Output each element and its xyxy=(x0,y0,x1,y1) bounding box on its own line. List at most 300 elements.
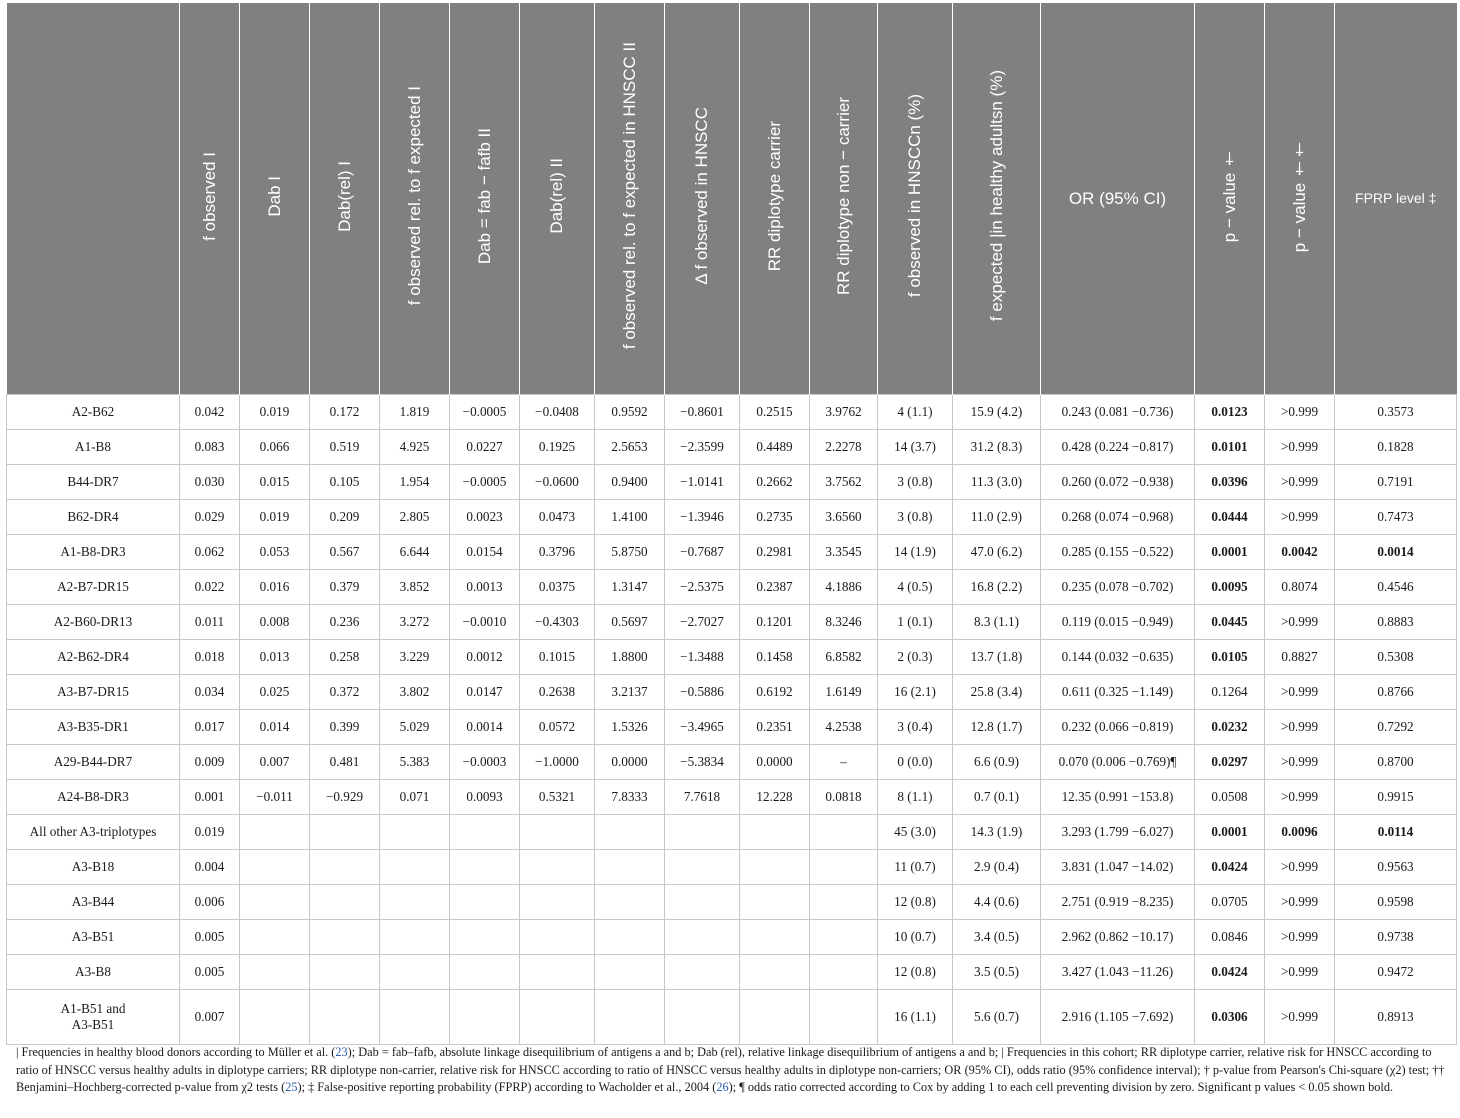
table-cell: 0.0473 xyxy=(520,500,595,535)
table-cell: >0.999 xyxy=(1265,605,1335,640)
table-cell xyxy=(595,990,665,1045)
table-cell: 6.6 (0.9) xyxy=(953,745,1041,780)
table-cell: −0.0003 xyxy=(450,745,520,780)
table-cell: −0.7687 xyxy=(665,535,740,570)
table-row xyxy=(7,395,1457,430)
table-cell xyxy=(450,990,520,1045)
table-row xyxy=(7,430,1457,465)
table-cell: 3.7562 xyxy=(810,465,878,500)
table-cell: 0.172 xyxy=(310,395,380,430)
table-cell: 0.2351 xyxy=(740,710,810,745)
table-cell: 3.5 (0.5) xyxy=(953,955,1041,990)
table-cell: 0.9598 xyxy=(1335,885,1457,920)
table-cell: 5.6 (0.7) xyxy=(953,990,1041,1045)
table-cell: 0.119 (0.015 −0.949) xyxy=(1041,605,1195,640)
row-label: A3-B35-DR1 xyxy=(7,710,180,745)
table-cell: 4.2538 xyxy=(810,710,878,745)
table-cell: >0.999 xyxy=(1265,885,1335,920)
header-cell-label xyxy=(7,3,180,395)
table-cell xyxy=(665,990,740,1045)
table-cell: 0.2981 xyxy=(740,535,810,570)
table-cell: 0.011 xyxy=(180,605,240,640)
table-cell: 31.2 (8.3) xyxy=(953,430,1041,465)
table-cell: 0.083 xyxy=(180,430,240,465)
table-cell: 0.8827 xyxy=(1265,640,1335,675)
table-cell: 0.7473 xyxy=(1335,500,1457,535)
table-cell: 0.1925 xyxy=(520,430,595,465)
header-row xyxy=(7,3,1457,395)
table-cell: 0.053 xyxy=(240,535,310,570)
table-cell: 7.8333 xyxy=(595,780,665,815)
row-label: B62-DR4 xyxy=(7,500,180,535)
table-cell: 0.611 (0.325 −1.149) xyxy=(1041,675,1195,710)
table-cell: 0.0001 xyxy=(1195,815,1265,850)
table-cell: 2.962 (0.862 −10.17) xyxy=(1041,920,1195,955)
table-cell: 0.1201 xyxy=(740,605,810,640)
table-cell: 0.2638 xyxy=(520,675,595,710)
table-cell: 0.0147 xyxy=(450,675,520,710)
header-cell: Dab(rel) II xyxy=(520,3,595,395)
table-cell xyxy=(740,850,810,885)
table-cell: 2.916 (1.105 −7.692) xyxy=(1041,990,1195,1045)
row-label: A2-B62 xyxy=(7,395,180,430)
header-cell: f observed I xyxy=(180,3,240,395)
table-cell: 3.3545 xyxy=(810,535,878,570)
table-cell: 0.066 xyxy=(240,430,310,465)
table-cell: 0.0444 xyxy=(1195,500,1265,535)
table-cell xyxy=(595,955,665,990)
table-cell: 0.0014 xyxy=(1335,535,1457,570)
table-cell: >0.999 xyxy=(1265,990,1335,1045)
table-cell: 0.399 xyxy=(310,710,380,745)
table-cell xyxy=(240,850,310,885)
table-cell: 14.3 (1.9) xyxy=(953,815,1041,850)
table-cell: 0.519 xyxy=(310,430,380,465)
table-cell: 16 (1.1) xyxy=(878,990,953,1045)
table-cell xyxy=(740,990,810,1045)
table-cell: 3.852 xyxy=(380,570,450,605)
table-cell: 0.034 xyxy=(180,675,240,710)
table-cell: −0.0005 xyxy=(450,465,520,500)
table-cell: 45 (3.0) xyxy=(878,815,953,850)
row-label: A3-B51 xyxy=(7,920,180,955)
table-cell: 5.8750 xyxy=(595,535,665,570)
table-cell: 0.209 xyxy=(310,500,380,535)
table-cell: 0.8700 xyxy=(1335,745,1457,780)
table-cell: 0.070 (0.006 −0.769)¶ xyxy=(1041,745,1195,780)
table-cell: −2.3599 xyxy=(665,430,740,465)
table-cell: −0.0600 xyxy=(520,465,595,500)
table-cell: 0.007 xyxy=(240,745,310,780)
table-cell: 4.4 (0.6) xyxy=(953,885,1041,920)
table-cell: 2.5653 xyxy=(595,430,665,465)
table-cell: 4 (0.5) xyxy=(878,570,953,605)
table-cell: 0.014 xyxy=(240,710,310,745)
table-cell xyxy=(520,955,595,990)
table-cell: 11.0 (2.9) xyxy=(953,500,1041,535)
table-cell: 47.0 (6.2) xyxy=(953,535,1041,570)
table-cell: 0.029 xyxy=(180,500,240,535)
table-cell: −1.3946 xyxy=(665,500,740,535)
table-cell: −0.8601 xyxy=(665,395,740,430)
table-cell: 0.8913 xyxy=(1335,990,1457,1045)
table-cell: 12 (0.8) xyxy=(878,955,953,990)
table-cell xyxy=(310,920,380,955)
table-cell: 0.2735 xyxy=(740,500,810,535)
table-cell: >0.999 xyxy=(1265,500,1335,535)
table-cell: >0.999 xyxy=(1265,850,1335,885)
table-cell xyxy=(380,990,450,1045)
row-label: B44-DR7 xyxy=(7,465,180,500)
table-cell: 0.243 (0.081 −0.736) xyxy=(1041,395,1195,430)
table-cell: 3.2137 xyxy=(595,675,665,710)
table-cell: >0.999 xyxy=(1265,920,1335,955)
table-cell: 0.004 xyxy=(180,850,240,885)
table-cell xyxy=(595,815,665,850)
table-row xyxy=(7,710,1457,745)
table-cell xyxy=(380,885,450,920)
table-cell: 0.019 xyxy=(180,815,240,850)
table-cell xyxy=(310,990,380,1045)
table-cell: −0.5886 xyxy=(665,675,740,710)
table-cell: 0.042 xyxy=(180,395,240,430)
table-cell: 13.7 (1.8) xyxy=(953,640,1041,675)
header-cell: p − value † xyxy=(1195,3,1265,395)
table-row xyxy=(7,465,1457,500)
header-cell: RR diplotype non − carrier xyxy=(810,3,878,395)
table-cell: >0.999 xyxy=(1265,710,1335,745)
table-cell: −0.0408 xyxy=(520,395,595,430)
table-cell: 0.2515 xyxy=(740,395,810,430)
table-cell: 15.9 (4.2) xyxy=(953,395,1041,430)
table-cell xyxy=(380,815,450,850)
table-cell: 5.029 xyxy=(380,710,450,745)
table-cell: – xyxy=(810,745,878,780)
table-cell: 0.7 (0.1) xyxy=(953,780,1041,815)
table-cell: 0.017 xyxy=(180,710,240,745)
table-cell xyxy=(665,815,740,850)
table-cell: 4.925 xyxy=(380,430,450,465)
table-cell: 16 (2.1) xyxy=(878,675,953,710)
table-cell xyxy=(240,920,310,955)
table-cell: 0.0012 xyxy=(450,640,520,675)
table-cell: >0.999 xyxy=(1265,465,1335,500)
table-cell: 2.9 (0.4) xyxy=(953,850,1041,885)
header-cell: FPRP level ‡ xyxy=(1335,3,1457,395)
table-cell: −0.0010 xyxy=(450,605,520,640)
header-cell: RR diplotype carrier xyxy=(740,3,810,395)
table-cell xyxy=(450,885,520,920)
table-cell: 0.1015 xyxy=(520,640,595,675)
table-cell: 0.0705 xyxy=(1195,885,1265,920)
table-cell: 8 (1.1) xyxy=(878,780,953,815)
table-cell xyxy=(380,955,450,990)
table-cell: 0.071 xyxy=(380,780,450,815)
table-cell: 1.8800 xyxy=(595,640,665,675)
table-cell xyxy=(810,850,878,885)
table-cell: 14 (1.9) xyxy=(878,535,953,570)
table-row xyxy=(7,570,1457,605)
table-cell: 3.6560 xyxy=(810,500,878,535)
table-cell: −1.0000 xyxy=(520,745,595,780)
table-cell: 0.4546 xyxy=(1335,570,1457,605)
table-cell: 10 (0.7) xyxy=(878,920,953,955)
table-cell: 0.0013 xyxy=(450,570,520,605)
table-cell: 0.030 xyxy=(180,465,240,500)
table-row xyxy=(7,990,1457,1045)
table-cell xyxy=(240,815,310,850)
table-cell: 12.8 (1.7) xyxy=(953,710,1041,745)
table-cell: 0.008 xyxy=(240,605,310,640)
table-row xyxy=(7,640,1457,675)
table-row xyxy=(7,955,1457,990)
table-cell: 0.0042 xyxy=(1265,535,1335,570)
table-cell xyxy=(810,815,878,850)
table-cell: 25.8 (3.4) xyxy=(953,675,1041,710)
table-cell: 0.3573 xyxy=(1335,395,1457,430)
table-cell: 0.0096 xyxy=(1265,815,1335,850)
table-cell: 0.006 xyxy=(180,885,240,920)
table-cell: 3.293 (1.799 −6.027) xyxy=(1041,815,1195,850)
table-cell: 0.9472 xyxy=(1335,955,1457,990)
row-label: A2-B7-DR15 xyxy=(7,570,180,605)
table-cell: 0.260 (0.072 −0.938) xyxy=(1041,465,1195,500)
table-cell: 0.7292 xyxy=(1335,710,1457,745)
table-row xyxy=(7,675,1457,710)
row-label: A2-B60-DR13 xyxy=(7,605,180,640)
table-cell: 0.0424 xyxy=(1195,955,1265,990)
table-cell: 6.644 xyxy=(380,535,450,570)
table-cell: 3.802 xyxy=(380,675,450,710)
table-cell: 0.0154 xyxy=(450,535,520,570)
table-row xyxy=(7,500,1457,535)
table-cell xyxy=(450,815,520,850)
table-cell: 12 (0.8) xyxy=(878,885,953,920)
table-cell xyxy=(665,955,740,990)
table-cell: −1.0141 xyxy=(665,465,740,500)
table-cell: 0.3796 xyxy=(520,535,595,570)
table-cell xyxy=(240,955,310,990)
table-cell: 0.0818 xyxy=(810,780,878,815)
data-table xyxy=(6,3,1457,1045)
table-cell xyxy=(595,885,665,920)
table-cell: 0.0093 xyxy=(450,780,520,815)
header-cell: f observed rel. to f expected I xyxy=(380,3,450,395)
table-cell xyxy=(240,885,310,920)
table-cell: 6.8582 xyxy=(810,640,878,675)
table-cell: 3 (0.4) xyxy=(878,710,953,745)
table-cell: 2.2278 xyxy=(810,430,878,465)
table-cell: 0.025 xyxy=(240,675,310,710)
table-cell: 0.0000 xyxy=(595,745,665,780)
table-cell: 0.1264 xyxy=(1195,675,1265,710)
table-cell xyxy=(450,955,520,990)
table-cell: >0.999 xyxy=(1265,955,1335,990)
table-cell: 0.019 xyxy=(240,395,310,430)
table-cell: 0.236 xyxy=(310,605,380,640)
table-cell: 0.2662 xyxy=(740,465,810,500)
table-cell: 0.428 (0.224 −0.817) xyxy=(1041,430,1195,465)
table-cell xyxy=(810,885,878,920)
table-cell: 8.3 (1.1) xyxy=(953,605,1041,640)
table-cell: 0.001 xyxy=(180,780,240,815)
table-cell: −2.5375 xyxy=(665,570,740,605)
row-label: A3-B7-DR15 xyxy=(7,675,180,710)
table-cell xyxy=(665,885,740,920)
table-cell: 3.272 xyxy=(380,605,450,640)
table-cell xyxy=(810,990,878,1045)
header-cell: p − value †† xyxy=(1265,3,1335,395)
table-cell: 2.751 (0.919 −8.235) xyxy=(1041,885,1195,920)
row-label: A24-B8-DR3 xyxy=(7,780,180,815)
table-cell: −0.011 xyxy=(240,780,310,815)
header-cell: Dab I xyxy=(240,3,310,395)
table-cell: 0.0297 xyxy=(1195,745,1265,780)
header-cell: OR (95% CI) xyxy=(1041,3,1195,395)
table-cell xyxy=(810,920,878,955)
table-cell: 0.6192 xyxy=(740,675,810,710)
header-cell: f expected |in healthy adultsn (%) xyxy=(953,3,1041,395)
table-row xyxy=(7,920,1457,955)
table-cell: 0.0101 xyxy=(1195,430,1265,465)
table-cell xyxy=(240,990,310,1045)
table-cell: 0.5308 xyxy=(1335,640,1457,675)
row-label: A1-B8-DR3 xyxy=(7,535,180,570)
table-cell: 14 (3.7) xyxy=(878,430,953,465)
row-label: A2-B62-DR4 xyxy=(7,640,180,675)
table-cell xyxy=(520,920,595,955)
row-label: A3-B44 xyxy=(7,885,180,920)
table-cell: 0.0508 xyxy=(1195,780,1265,815)
table-cell: 0.062 xyxy=(180,535,240,570)
row-label: A29-B44-DR7 xyxy=(7,745,180,780)
table-cell: 0.9738 xyxy=(1335,920,1457,955)
table-cell: 1 (0.1) xyxy=(878,605,953,640)
table-cell: 0.0572 xyxy=(520,710,595,745)
table-cell xyxy=(520,815,595,850)
table-cell: 0.1458 xyxy=(740,640,810,675)
table-cell: 0.9400 xyxy=(595,465,665,500)
table-cell: 0.105 xyxy=(310,465,380,500)
table-body xyxy=(7,395,1457,1045)
table-cell: 0.372 xyxy=(310,675,380,710)
table-cell: 0.0001 xyxy=(1195,535,1265,570)
table-cell: 0.009 xyxy=(180,745,240,780)
table-cell xyxy=(310,815,380,850)
table-cell: −0.4303 xyxy=(520,605,595,640)
table-cell: 3 (0.8) xyxy=(878,500,953,535)
header-cell: f observed in HNSCCn (%) xyxy=(878,3,953,395)
table-cell: 0.0123 xyxy=(1195,395,1265,430)
table-row xyxy=(7,745,1457,780)
table-cell: 3.229 xyxy=(380,640,450,675)
table-cell: 0.0306 xyxy=(1195,990,1265,1045)
table-cell: −0.929 xyxy=(310,780,380,815)
table-cell: 0.0232 xyxy=(1195,710,1265,745)
table-cell xyxy=(665,920,740,955)
table-cell: 11.3 (3.0) xyxy=(953,465,1041,500)
reference-link[interactable]: 26 xyxy=(716,1080,729,1094)
table-cell: 0.0114 xyxy=(1335,815,1457,850)
header-cell: Dab(rel) I xyxy=(310,3,380,395)
table-cell xyxy=(450,850,520,885)
table-cell: 16.8 (2.2) xyxy=(953,570,1041,605)
table-cell xyxy=(810,955,878,990)
table-cell: 0.0023 xyxy=(450,500,520,535)
table-cell: 3.9762 xyxy=(810,395,878,430)
table-cell: 0.0095 xyxy=(1195,570,1265,605)
reference-link[interactable]: 25 xyxy=(285,1080,298,1094)
table-cell: 0.9915 xyxy=(1335,780,1457,815)
table-cell: 0.258 xyxy=(310,640,380,675)
table-cell: 0.022 xyxy=(180,570,240,605)
table-cell: 0.285 (0.155 −0.522) xyxy=(1041,535,1195,570)
table-row xyxy=(7,780,1457,815)
table-cell: 0.005 xyxy=(180,955,240,990)
table-cell: 0.016 xyxy=(240,570,310,605)
table-cell: 1.4100 xyxy=(595,500,665,535)
table-cell: >0.999 xyxy=(1265,430,1335,465)
table-cell: 2.805 xyxy=(380,500,450,535)
table-cell: −5.3834 xyxy=(665,745,740,780)
table-cell: 0.0396 xyxy=(1195,465,1265,500)
row-label: A1-B8 xyxy=(7,430,180,465)
table-cell: 1.954 xyxy=(380,465,450,500)
table-cell: 3 (0.8) xyxy=(878,465,953,500)
table-cell: 0.013 xyxy=(240,640,310,675)
table-cell: 0.7191 xyxy=(1335,465,1457,500)
table-cell: −2.7027 xyxy=(665,605,740,640)
table-cell: 3.4 (0.5) xyxy=(953,920,1041,955)
table-cell xyxy=(520,885,595,920)
row-label: A3-B18 xyxy=(7,850,180,885)
table-cell: >0.999 xyxy=(1265,745,1335,780)
table-cell: 0.144 (0.032 −0.635) xyxy=(1041,640,1195,675)
row-label: A1-B51 and A3-B51 xyxy=(7,990,180,1045)
table-cell: 0.0105 xyxy=(1195,640,1265,675)
header-cell: Dab = fab − fafb II xyxy=(450,3,520,395)
table-cell: 8.3246 xyxy=(810,605,878,640)
table-cell: 0.0227 xyxy=(450,430,520,465)
table-cell: 0.268 (0.074 −0.968) xyxy=(1041,500,1195,535)
table-cell: 1.6149 xyxy=(810,675,878,710)
table-cell xyxy=(595,850,665,885)
table-cell: 0.2387 xyxy=(740,570,810,605)
table-cell: 0.9563 xyxy=(1335,850,1457,885)
reference-link[interactable]: 23 xyxy=(335,1045,348,1059)
table-cell: −0.0005 xyxy=(450,395,520,430)
table-cell xyxy=(595,920,665,955)
table-cell: 3.831 (1.047 −14.02) xyxy=(1041,850,1195,885)
table-cell: 0.567 xyxy=(310,535,380,570)
table-cell xyxy=(520,850,595,885)
table-cell xyxy=(380,850,450,885)
table-cell: 4.1886 xyxy=(810,570,878,605)
table-cell: 3.427 (1.043 −11.26) xyxy=(1041,955,1195,990)
table-footnote: | Frequencies in healthy blood donors according to Müller et al. (23); Dab = fab–fafb, absolute linkage disequilibrium of antigens a and b; Dab (rel), relative linkage disequilibrium of antigens a and b; | Frequencies in this cohort; RR diplotype carrier, relative risk for HNSCC according to ratio of HNSCC versus healthy adults in diplotype carriers; RR diplotype non-carrier, relative risk for HNSCC according to ratio of HNSCC versus healthy adults in diplotype non-carriers; OR (95% CI), odds ratio (95% confidence interval); † p-value from Pearson's Chi-square (χ2) test; †† Benjamini–Hochberg-corrected p-value from χ2 tests (25); ‡ False-positive reporting probability (FPRP) according to Wacholder et al., 2004 (26); ¶ odds ratio corrected according to Cox by adding 1 to each cell preventing division by zero. Significant p values < 0.05 shown bold. xyxy=(16,1045,1445,1094)
table-cell: 0.019 xyxy=(240,500,310,535)
table-cell: 0.4489 xyxy=(740,430,810,465)
header-cell: Δ f observed in HNSCC xyxy=(665,3,740,395)
table-cell: 0.1828 xyxy=(1335,430,1457,465)
row-label: All other A3-triplotypes xyxy=(7,815,180,850)
table-cell: 0.379 xyxy=(310,570,380,605)
table-cell: 1.3147 xyxy=(595,570,665,605)
table-cell: 0.0375 xyxy=(520,570,595,605)
table-cell xyxy=(740,815,810,850)
table-cell xyxy=(520,990,595,1045)
table-cell: 0 (0.0) xyxy=(878,745,953,780)
